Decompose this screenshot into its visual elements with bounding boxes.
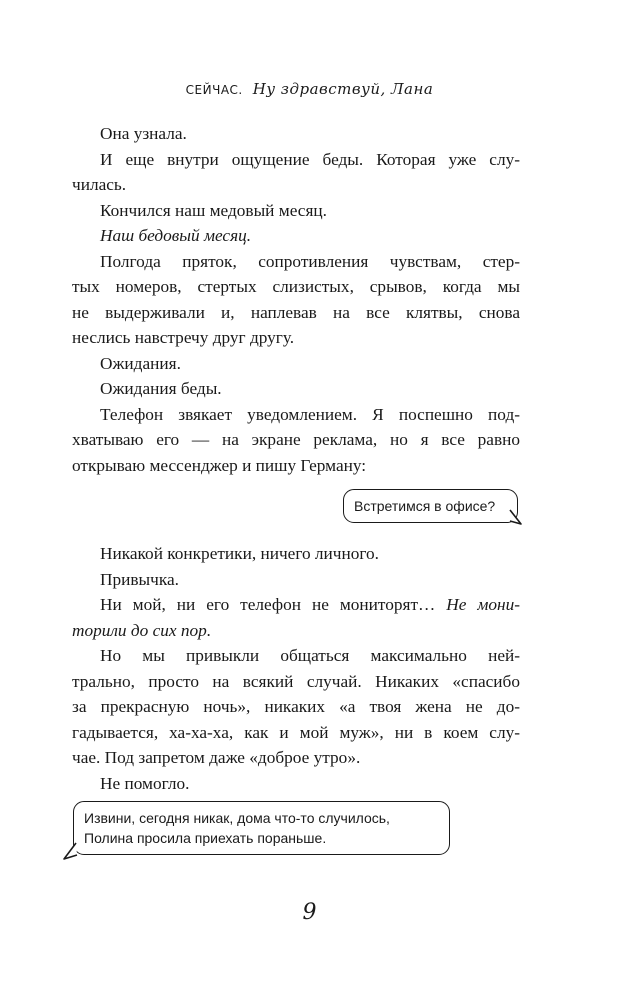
running-head <box>0 80 619 99</box>
incoming-message-line: Извини, сегодня никак, дома что-то случилось, <box>84 810 390 826</box>
paragraph: Ожидания. <box>100 353 181 373</box>
paragraph: Но мы привыкли общаться максимально ней- <box>100 646 520 665</box>
paragraph-continuation: тых номеров, стертых слизистых, срывов, когда мы <box>72 277 520 296</box>
paragraph-continuation: за прекрасную ночь», никаких «а твоя жена не до- <box>72 697 520 716</box>
paragraph-continuation: трально, просто на всякий случай. Никаких «спасибо <box>72 671 520 691</box>
paragraph-continuation-italic: торили до сих пор. <box>72 620 212 640</box>
paragraph: Она узнала. <box>100 124 187 143</box>
paragraph-continuation: гадывается, ха-ха-ха, как и мой муж», ни в коем слу- <box>72 722 520 742</box>
paragraph: Кончился наш медовый месяц. <box>100 200 327 220</box>
paragraph-continuation: чилась. <box>72 175 127 194</box>
paragraph: Полгода пряток, сопротивления чувствам, стер- <box>100 251 520 271</box>
text-block-top <box>72 121 520 478</box>
paragraph-continuation: хватываю его — на экране реклама, но я все равно <box>72 430 520 449</box>
outgoing-bubble-tail-icon <box>509 508 523 526</box>
paragraph: Не помогло. <box>100 773 190 793</box>
paragraph-continuation: не выдерживали и, наплевав на все клятвы, снова <box>72 302 520 322</box>
paragraph-text-italic: Не мони- <box>446 595 520 614</box>
incoming-message-bubble <box>73 801 450 855</box>
page-number: 9 <box>302 900 317 925</box>
running-head-chapter-title: Ну здравствуй, Лана <box>252 80 434 98</box>
paragraph-italic: Наш бедовый месяц. <box>100 226 252 245</box>
text-block-middle <box>72 541 520 796</box>
paragraph-continuation: чае. Под запретом даже «доброе утро». <box>72 748 361 767</box>
paragraph-continuation: неслись навстречу друг другу. <box>72 328 295 347</box>
running-head-section: СЕЙЧАС. <box>185 83 243 97</box>
outgoing-message-bubble <box>343 489 518 523</box>
paragraph: Ожидания беды. <box>100 379 222 398</box>
paragraph: Никакой конкретики, ничего личного. <box>100 544 380 563</box>
incoming-bubble-tail-icon <box>62 841 78 861</box>
paragraph <box>100 592 520 618</box>
paragraph: Телефон звякает уведомлением. Я поспешно под- <box>100 404 520 424</box>
paragraph: И еще внутри ощущение беды. Которая уже слу- <box>100 149 520 169</box>
paragraph-continuation: открываю мессенджер и пишу Герману: <box>72 455 367 475</box>
outgoing-message-text: Встретимся в офисе? <box>354 498 496 514</box>
paragraph: Привычка. <box>100 569 179 589</box>
paragraph-text: Ни мой, ни его телефон не мониторят… <box>100 595 447 614</box>
incoming-message-line: Полина просила приехать пораньше. <box>84 830 327 846</box>
